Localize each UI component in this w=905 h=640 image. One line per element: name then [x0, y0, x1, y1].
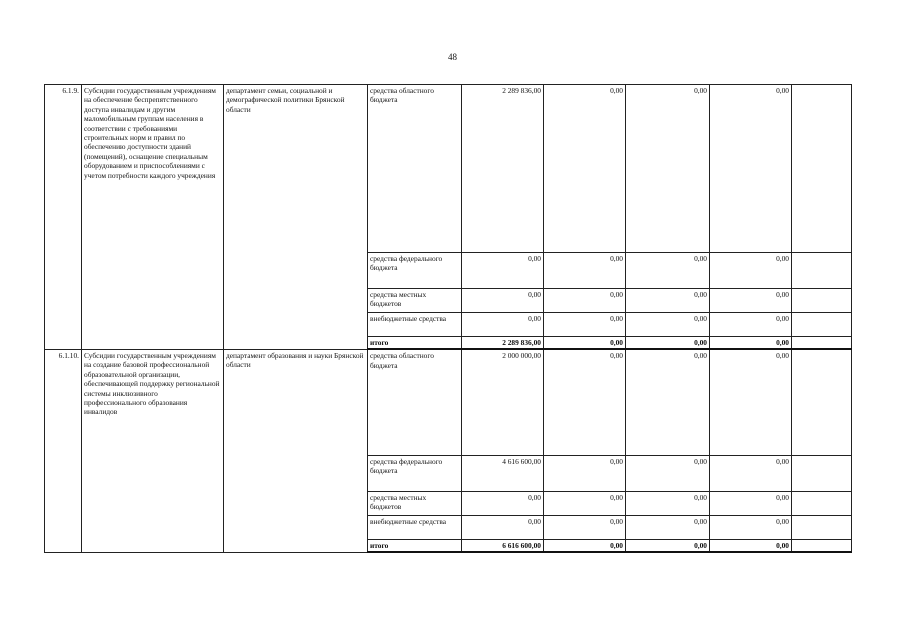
- amount-cell: 0,00: [544, 289, 626, 313]
- amount-cell: 0,00: [710, 491, 792, 515]
- amount-cell: 0,00: [626, 491, 710, 515]
- empty-cell: [792, 289, 852, 313]
- amount-cell: 0,00: [626, 289, 710, 313]
- total-amount: 2 289 836,00: [462, 337, 544, 350]
- table-row: [45, 85, 852, 253]
- amount-cell: 0,00: [710, 253, 792, 289]
- amount-cell: 0,00: [544, 253, 626, 289]
- amount-cell: 0,00: [710, 85, 792, 253]
- amount-cell: 0,00: [462, 491, 544, 515]
- funding-source: средства федерального бюджета: [368, 455, 462, 491]
- amount-cell: 0,00: [710, 455, 792, 491]
- total-amount: 0,00: [710, 539, 792, 552]
- total-label: итого: [368, 337, 462, 350]
- amount-cell: 0,00: [544, 313, 626, 337]
- section-description: Субсидии государственным учреждениям на обеспечение беспрепятственного доступа инвалидам и другим маломобильным группам населения в соответствии с требованиями строительных норм и правил по обеспечению доступности зданий (помещений), оснащение специальным оборудованием и приспособлениями с учетом потребности каждого учреждения: [82, 85, 224, 350]
- empty-cell: [792, 539, 852, 552]
- amount-cell: 0,00: [710, 349, 792, 455]
- empty-cell: [792, 313, 852, 337]
- amount-cell: 0,00: [462, 515, 544, 539]
- amount-cell: 4 616 600,00: [462, 455, 544, 491]
- empty-cell: [792, 85, 852, 253]
- total-amount: 6 616 600,00: [462, 539, 544, 552]
- budget-table: [44, 84, 852, 553]
- amount-cell: 0,00: [544, 349, 626, 455]
- amount-cell: 0,00: [626, 515, 710, 539]
- amount-cell: 0,00: [544, 491, 626, 515]
- funding-source: внебюджетные средства: [368, 515, 462, 539]
- total-amount: 0,00: [544, 337, 626, 350]
- total-amount: 0,00: [626, 539, 710, 552]
- total-amount: 0,00: [544, 539, 626, 552]
- empty-cell: [792, 455, 852, 491]
- funding-source: средства федерального бюджета: [368, 253, 462, 289]
- total-amount: 0,00: [710, 337, 792, 350]
- amount-cell: 0,00: [462, 313, 544, 337]
- section-code: 6.1.9.: [45, 85, 82, 350]
- funding-source: средства областного бюджета: [368, 349, 462, 455]
- funding-source: внебюджетные средства: [368, 313, 462, 337]
- empty-cell: [792, 253, 852, 289]
- amount-cell: 0,00: [544, 515, 626, 539]
- empty-cell: [792, 515, 852, 539]
- amount-cell: 2 000 000,00: [462, 349, 544, 455]
- amount-cell: 0,00: [544, 85, 626, 253]
- funding-source: средства областного бюджета: [368, 85, 462, 253]
- amount-cell: 0,00: [710, 515, 792, 539]
- page-number: 48: [448, 52, 457, 62]
- total-label: итого: [368, 539, 462, 552]
- section-executor: департамент образования и науки Брянской области: [224, 349, 368, 552]
- amount-cell: 0,00: [626, 85, 710, 253]
- section-description: Субсидии государственным учреждениям на создание базовой профессиональной образовательной организации, обеспечивающей поддержку региональной системы инклюзивного профессионального образования инвалидов: [82, 349, 224, 552]
- total-amount: 0,00: [626, 337, 710, 350]
- amount-cell: 0,00: [710, 289, 792, 313]
- section-executor: департамент семьи, социальной и демографической политики Брянской области: [224, 85, 368, 350]
- amount-cell: 0,00: [462, 253, 544, 289]
- amount-cell: 0,00: [626, 455, 710, 491]
- empty-cell: [792, 337, 852, 350]
- funding-source: средства местных бюджетов: [368, 289, 462, 313]
- amount-cell: 0,00: [626, 349, 710, 455]
- empty-cell: [792, 349, 852, 455]
- amount-cell: 0,00: [462, 289, 544, 313]
- amount-cell: 0,00: [544, 455, 626, 491]
- amount-cell: 0,00: [626, 313, 710, 337]
- amount-cell: 0,00: [710, 313, 792, 337]
- amount-cell: 2 289 836,00: [462, 85, 544, 253]
- empty-cell: [792, 491, 852, 515]
- amount-cell: 0,00: [626, 253, 710, 289]
- funding-source: средства местных бюджетов: [368, 491, 462, 515]
- table-row: [45, 349, 852, 455]
- section-code: 6.1.10.: [45, 349, 82, 552]
